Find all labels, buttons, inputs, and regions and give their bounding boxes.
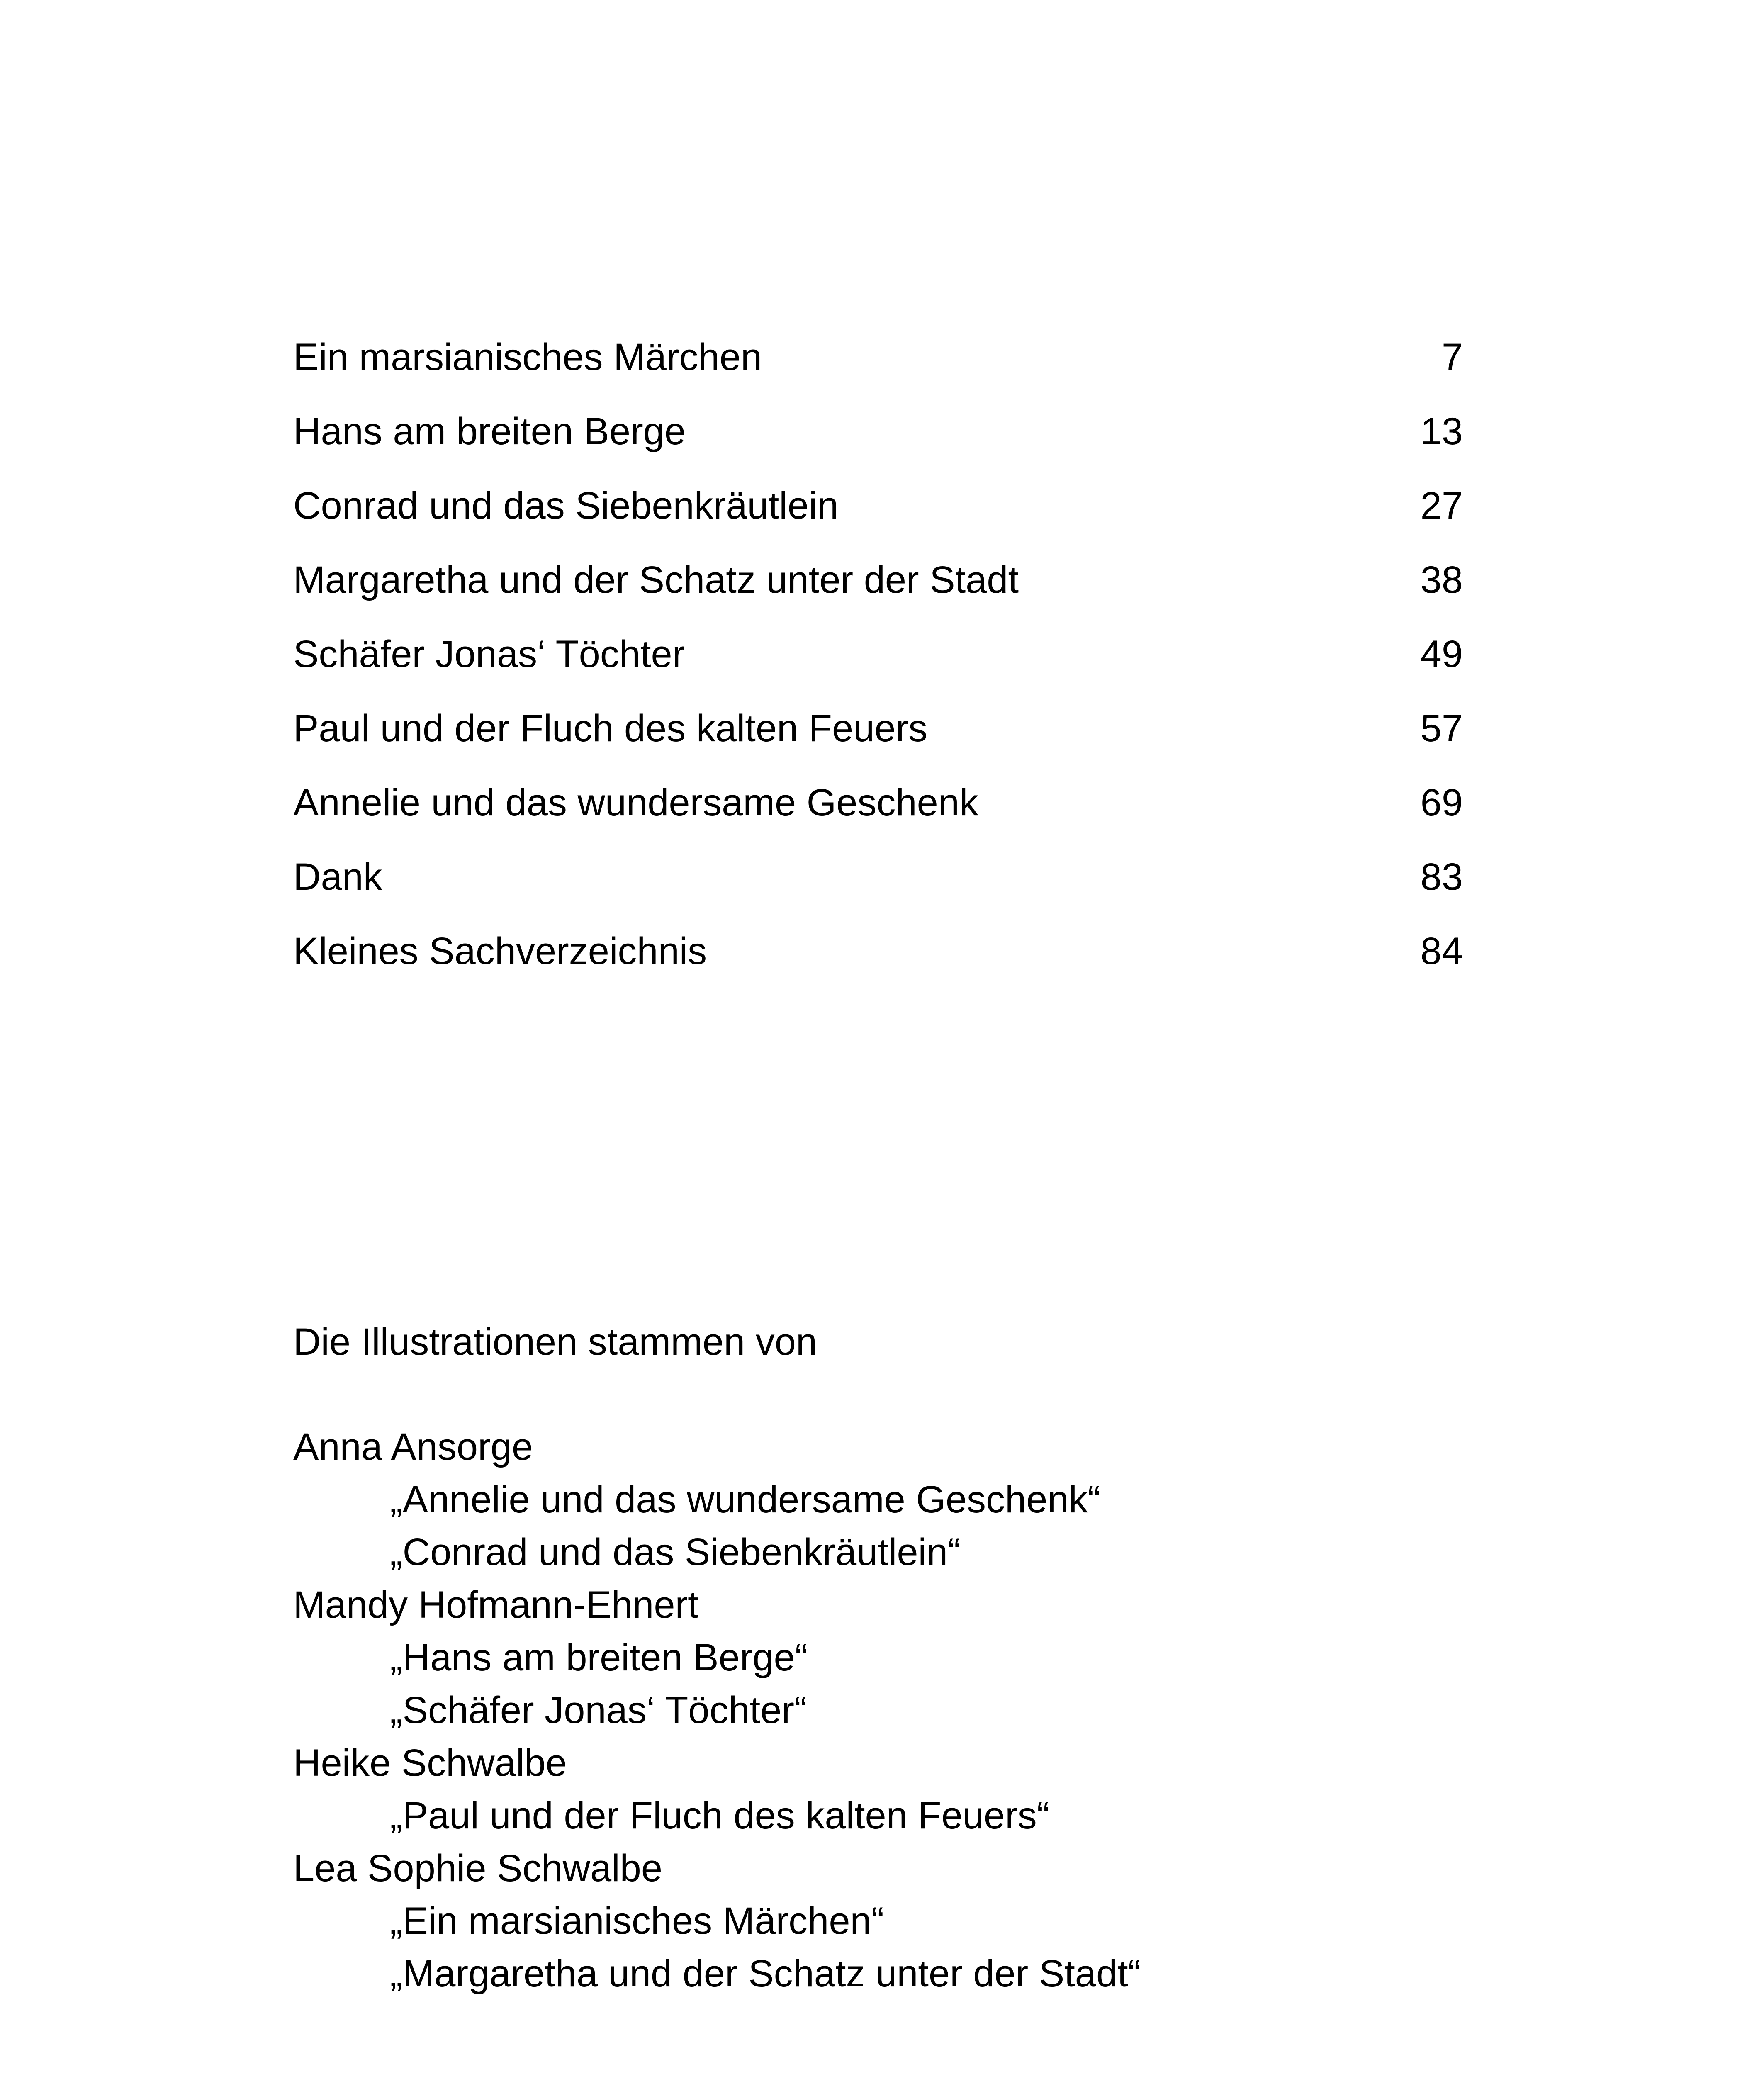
toc-entry [293, 701, 1463, 776]
toc-entry-title: Kleines Sachverzeichnis [293, 930, 707, 972]
illustrated-story: „Ein marsianisches Märchen“ [390, 1900, 884, 1942]
toc-entry-page: 84 [1420, 930, 1463, 972]
toc-entry-page: 27 [1420, 484, 1463, 527]
illustrated-story: „Margaretha und der Schatz unter der Stadt“ [390, 1952, 1141, 1995]
toc-entry-page: 49 [1420, 633, 1463, 675]
toc-entry [293, 627, 1463, 701]
toc-entry [293, 924, 1463, 998]
illustrator-name: Lea Sophie Schwalbe [293, 1847, 662, 1889]
toc-entry-page: 83 [1420, 856, 1463, 898]
illustrator-name: Mandy Hofmann-Ehnert [293, 1584, 698, 1626]
toc-entry [293, 553, 1463, 627]
toc-entry [293, 404, 1463, 479]
illustration-credits [293, 1315, 1538, 2000]
toc-entry [293, 850, 1463, 924]
toc-entry-title: Schäfer Jonas‘ Töchter [293, 633, 685, 675]
toc-entry-title: Annelie und das wundersame Geschenk [293, 781, 978, 824]
toc-entry-page: 7 [1441, 336, 1463, 378]
illustrated-story: „Annelie und das wundersame Geschenk“ [390, 1478, 1101, 1521]
illustrated-story: „Paul und der Fluch des kalten Feuers“ [390, 1794, 1050, 1837]
toc-entry-title: Paul und der Fluch des kalten Feuers [293, 707, 928, 750]
illustrated-story: „Conrad und das Siebenkräutlein“ [390, 1531, 961, 1573]
credits-intro: Die Illustrationen stammen von [293, 1321, 818, 1363]
toc-entry [293, 330, 1463, 404]
toc-entry-page: 57 [1420, 707, 1463, 750]
toc-entry-page: 13 [1420, 410, 1463, 453]
toc-entry-title: Hans am breiten Berge [293, 410, 686, 453]
illustrated-story: „Schäfer Jonas‘ Töchter“ [390, 1689, 807, 1731]
toc-entry-page: 38 [1420, 559, 1463, 601]
table-of-contents [293, 330, 1463, 998]
toc-entry-title: Ein marsianisches Märchen [293, 336, 762, 378]
illustrated-story: „Hans am breiten Berge“ [390, 1636, 808, 1679]
toc-entry-title: Conrad und das Siebenkräutlein [293, 484, 839, 527]
illustrator-name: Anna Ansorge [293, 1426, 533, 1468]
toc-entry [293, 479, 1463, 553]
toc-entry [293, 776, 1463, 850]
toc-entry-title: Dank [293, 856, 382, 898]
toc-entry-page: 69 [1420, 781, 1463, 824]
toc-entry-title: Margaretha und der Schatz unter der Stadt [293, 559, 1019, 601]
illustrator-name: Heike Schwalbe [293, 1742, 567, 1784]
